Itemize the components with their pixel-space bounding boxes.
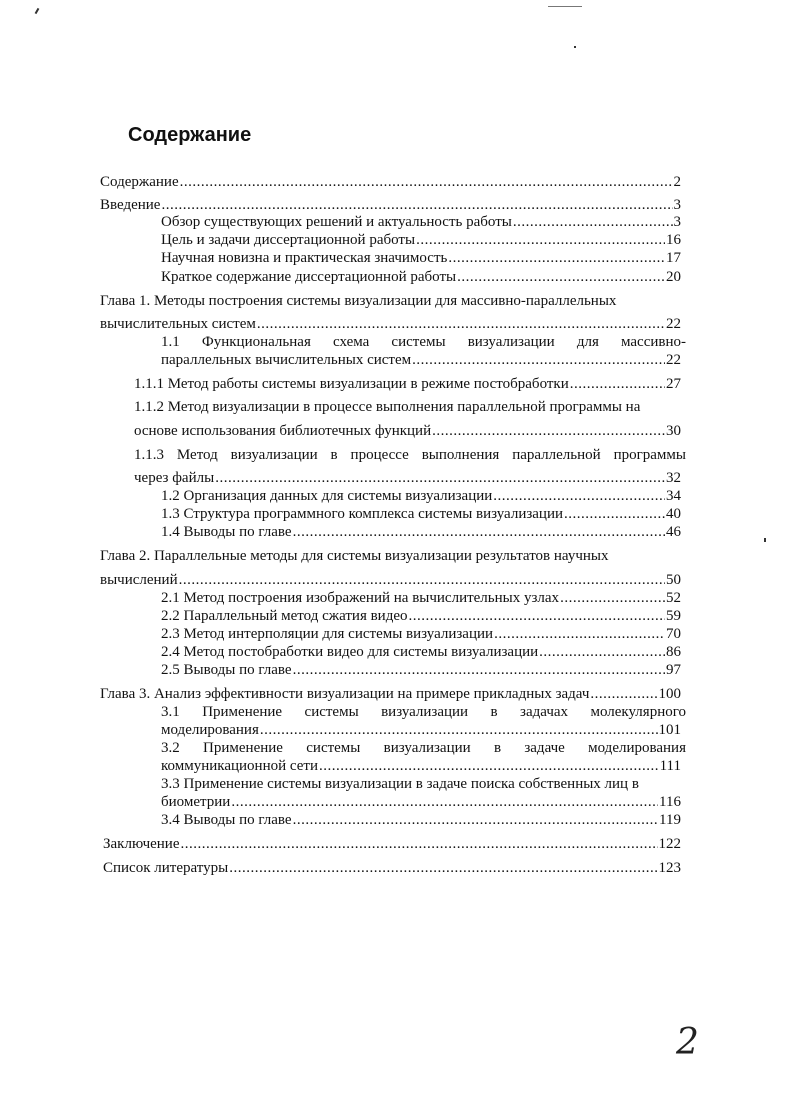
toc-entry-title: Список литературы <box>103 860 229 876</box>
toc-entry-page: 122 <box>658 836 681 852</box>
toc-entry-title-line1: 1.1.3 Метод визуализации в процессе выполнения параллельной программы <box>134 447 686 463</box>
leader-dots <box>564 505 665 524</box>
toc-entry-page: 97 <box>666 662 681 678</box>
toc-entry[interactable] <box>100 173 681 192</box>
leader-dots <box>229 859 657 878</box>
toc-entry-page: 22 <box>666 352 681 368</box>
toc-entry[interactable] <box>161 487 681 506</box>
toc-entry-title: Заключение <box>103 836 180 852</box>
toc-entry-title-line1: 3.3 Применение системы визуализации в задаче поиска собственных лиц в <box>161 776 639 792</box>
toc-entry-title: Краткое содержание диссертационной работы <box>161 269 457 285</box>
toc-entry-title-line2: моделирования <box>161 722 259 738</box>
leader-dots <box>432 422 665 441</box>
toc-entry-page: 101 <box>658 722 681 738</box>
toc-entry[interactable] <box>161 625 681 644</box>
toc-entry-title-line2: основе использования библиотечных функций <box>134 423 432 439</box>
toc-entry[interactable] <box>161 249 681 268</box>
toc-entry[interactable] <box>161 757 681 776</box>
leader-dots <box>570 375 665 394</box>
toc-entry-page: 40 <box>666 506 681 522</box>
toc-entry-page: 116 <box>659 794 681 810</box>
toc-entry-page: 59 <box>666 608 681 624</box>
toc-entry[interactable] <box>161 607 681 626</box>
leader-dots <box>513 213 673 232</box>
toc-entry[interactable] <box>161 589 681 608</box>
leader-dots <box>590 685 657 704</box>
toc-entry-page: 123 <box>658 860 681 876</box>
leader-dots <box>412 351 665 370</box>
toc-entry-title: 2.3 Метод интерполяции для системы визуализации <box>161 626 494 642</box>
toc-entry[interactable] <box>161 268 681 287</box>
toc-entry-page: 32 <box>666 470 681 486</box>
leader-dots <box>293 661 665 680</box>
toc-entry-title: 2.1 Метод построения изображений на вычислительных узлах <box>161 590 560 606</box>
leader-dots <box>457 268 665 287</box>
leader-dots <box>231 793 658 812</box>
toc-entry[interactable] <box>161 523 681 542</box>
toc-entry-page: 3 <box>673 197 681 213</box>
toc-entry-title-line2: биометрии <box>161 794 231 810</box>
toc-entry-title: Обзор существующих решений и актуальность работы <box>161 214 512 230</box>
leader-dots <box>448 249 665 268</box>
leader-dots <box>493 487 665 506</box>
toc-entry-title-line1: Глава 1. Методы построения системы визуализации для массивно-параллельных <box>100 293 617 309</box>
toc-entry-page: 2 <box>673 174 681 190</box>
toc-entry-title: Содержание <box>100 174 179 190</box>
toc-entry-page: 52 <box>666 590 681 606</box>
toc-entry[interactable] <box>161 231 681 250</box>
toc-entry-title: Введение <box>100 197 161 213</box>
toc-entry[interactable] <box>161 643 681 662</box>
toc-entry[interactable] <box>134 422 681 441</box>
toc-entry-page: 3 <box>673 214 681 230</box>
toc-entry-title: 2.2 Параллельный метод сжатия видео <box>161 608 408 624</box>
toc-entry-page: 46 <box>666 524 681 540</box>
toc-entry-title-line2: вычислительных систем <box>100 316 256 332</box>
toc-entry[interactable] <box>161 213 681 232</box>
leader-dots <box>179 571 665 590</box>
toc-entry-page: 70 <box>666 626 681 642</box>
leader-dots <box>215 469 665 488</box>
toc-entry-page: 30 <box>666 423 681 439</box>
toc-entry[interactable] <box>161 661 681 680</box>
leader-dots <box>560 589 665 608</box>
toc-entry-page: 34 <box>666 488 681 504</box>
toc-entry-page: 119 <box>659 812 681 828</box>
toc-entry[interactable] <box>100 571 681 590</box>
toc-entry[interactable] <box>100 315 681 334</box>
toc-entry-page: 22 <box>666 316 681 332</box>
leader-dots <box>180 173 673 192</box>
page-title: Содержание <box>128 124 252 146</box>
toc-entry-title: 3.4 Выводы по главе <box>161 812 292 828</box>
leader-dots <box>181 835 658 854</box>
toc-entry-page: 27 <box>666 376 681 392</box>
toc-entry-title: 2.5 Выводы по главе <box>161 662 292 678</box>
toc-entry-title-line2: через файлы <box>134 470 215 486</box>
toc-entry[interactable] <box>103 835 681 854</box>
toc-entry[interactable] <box>134 469 681 488</box>
toc-entry-page: 16 <box>666 232 681 248</box>
toc-entry-page: 86 <box>666 644 681 660</box>
toc-entry[interactable] <box>161 721 681 740</box>
toc-entry-title: 2.4 Метод постобработки видео для системы визуализации <box>161 644 539 660</box>
toc-entry[interactable] <box>161 351 681 370</box>
toc-entry-title: Цель и задачи диссертационной работы <box>161 232 416 248</box>
toc-entry[interactable] <box>161 793 681 812</box>
toc-entry-page: 50 <box>666 572 681 588</box>
toc-entry-title-line1: 1.1 Функциональная схема системы визуализации для массивно- <box>161 334 686 350</box>
toc-entry[interactable] <box>100 685 681 704</box>
toc-entry-title: 1.3 Структура программного комплекса системы визуализации <box>161 506 564 522</box>
toc-entry-title-line1: 3.2 Применение системы визуализации в задаче моделирования <box>161 740 686 756</box>
toc-entry-title: 1.1.1 Метод работы системы визуализации в режиме постобработки <box>134 376 569 392</box>
leader-dots <box>539 643 665 662</box>
toc-entry-page: 111 <box>659 758 681 774</box>
leader-dots <box>293 811 658 830</box>
leader-dots <box>416 231 665 250</box>
toc-entry[interactable] <box>103 859 681 878</box>
toc-entry-title: 1.4 Выводы по главе <box>161 524 292 540</box>
toc-entry[interactable] <box>161 505 681 524</box>
toc-entry-page: 100 <box>658 686 681 702</box>
toc-entry-title-line2: коммуникационной сети <box>161 758 318 774</box>
leader-dots <box>293 523 665 542</box>
toc-entry-title-line1: 3.1 Применение системы визуализации в задачах молекулярного <box>161 704 686 720</box>
toc-entry-title-line2: вычислений <box>100 572 178 588</box>
leader-dots <box>260 721 658 740</box>
toc-entry-title-line2: параллельных вычислительных систем <box>161 352 412 368</box>
toc-entry-title-line1: 1.1.2 Метод визуализации в процессе выполнения параллельной программы на <box>134 399 641 415</box>
toc-entry-page: 20 <box>666 269 681 285</box>
toc-entry-title: 1.2 Организация данных для системы визуализации <box>161 488 493 504</box>
leader-dots <box>257 315 665 334</box>
leader-dots <box>319 757 659 776</box>
handwritten-page-number: 2 <box>676 1022 699 1063</box>
toc-entry-title: Научная новизна и практическая значимость <box>161 250 448 266</box>
toc-entry-title: Глава 3. Анализ эффективности визуализации на примере прикладных задач <box>100 686 590 702</box>
leader-dots <box>409 607 666 626</box>
toc-entry[interactable] <box>161 811 681 830</box>
toc-entry-page: 17 <box>666 250 681 266</box>
toc-entry[interactable] <box>134 375 681 394</box>
leader-dots <box>494 625 665 644</box>
toc-entry-title-line1: Глава 2. Параллельные методы для системы визуализации результатов научных <box>100 548 609 564</box>
